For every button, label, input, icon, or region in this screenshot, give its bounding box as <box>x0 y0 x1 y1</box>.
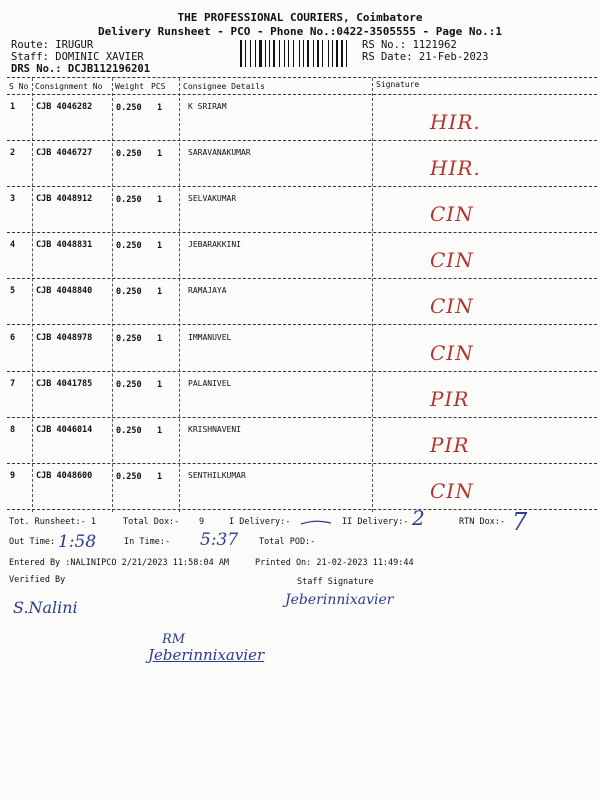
tot-runsheet: Tot. Runsheet:- 1 <box>9 517 96 527</box>
barcode-bar <box>281 40 283 67</box>
col-signature: Signature <box>376 80 420 89</box>
barcode-bar <box>250 40 251 67</box>
row-sno: 8 <box>10 424 16 435</box>
barcode-bar <box>252 40 254 67</box>
barcode-bar <box>286 40 287 67</box>
header-bottom-rule <box>7 94 597 95</box>
barcode-bar <box>295 40 298 67</box>
in-time-label: In Time:- <box>124 537 171 547</box>
row-divider <box>7 324 597 325</box>
row-weight: 0.250 <box>116 379 142 390</box>
total-pod-label: Total POD:- <box>259 537 316 547</box>
barcode-bar <box>271 40 272 67</box>
row-consignment-no: CJB 4046282 <box>36 102 93 112</box>
ii-delivery-label: II Delivery:- <box>342 517 409 527</box>
row-pcs: 1 <box>157 103 163 113</box>
barcode-bar <box>279 40 280 67</box>
rtn-dox-value: 7 <box>512 508 528 536</box>
col-consignment: Consignment No <box>35 82 103 91</box>
staff-signature: Jeberinnixavier <box>285 592 394 608</box>
row-signature: CIN <box>430 248 474 273</box>
row-consignee: JEBARAKKINI <box>188 240 241 250</box>
row-signature: CIN <box>430 202 474 227</box>
barcode-bar <box>276 40 279 67</box>
row-divider <box>7 463 597 464</box>
barcode-bar <box>307 40 310 67</box>
initials-signature: RM <box>162 632 186 647</box>
row-divider <box>7 140 597 141</box>
row-pcs: 1 <box>157 241 163 252</box>
row-sno: 1 <box>10 102 16 112</box>
verified-by-label: Verified By <box>9 575 66 585</box>
barcode-bar <box>320 40 321 67</box>
row-consignee: IMMANUVEL <box>188 332 232 342</box>
header-top-rule <box>7 77 597 78</box>
rtn-dox-label: RTN Dox:- <box>459 517 506 527</box>
barcode-bar <box>255 40 257 67</box>
barcode-bar <box>336 40 338 67</box>
row-divider <box>7 417 597 418</box>
barcode-bar <box>330 40 331 67</box>
row-sno: 3 <box>10 194 16 205</box>
barcode-bar <box>269 40 270 67</box>
row-pcs: 1 <box>157 195 163 206</box>
staff-signature-second: Jeberinnixavier <box>148 646 265 664</box>
company-title: THE PROFESSIONAL COURIERS, Coimbatore <box>177 11 423 24</box>
row-consignment-no: CJB 4046014 <box>36 424 93 435</box>
barcode-bar <box>328 40 329 67</box>
row-consignment-no: CJB 4048831 <box>36 240 93 251</box>
total-dox-label: Total Dox:- <box>123 517 180 527</box>
rs-number: RS No.: 1121962 <box>362 39 457 51</box>
barcode-bar <box>263 40 264 67</box>
barcode-bar <box>332 40 334 67</box>
i-delivery-dash-mark <box>300 516 332 528</box>
printed-on: Printed On: 21-02-2023 11:49:44 <box>255 558 414 568</box>
row-consignment-no: CJB 4048978 <box>36 332 93 343</box>
row-weight: 0.250 <box>116 149 142 160</box>
row-consignee: RAMAJAYA <box>188 286 227 296</box>
row-consignee: K SRIRAM <box>188 102 227 111</box>
barcode-bar <box>322 40 324 67</box>
ii-delivery-value: 2 <box>412 506 425 530</box>
row-weight: 0.250 <box>116 287 142 298</box>
entered-by: Entered By :NALINIPCO 2/21/2023 11:58:04 AM <box>9 558 230 568</box>
col-weight: Weight <box>115 82 144 91</box>
in-time-value: 5:37 <box>200 530 239 550</box>
row-signature: CIN <box>430 294 474 319</box>
col-divider-4 <box>372 78 373 512</box>
row-consignment-no: CJB 4046727 <box>36 148 93 159</box>
barcode-bar <box>259 40 262 67</box>
barcode-bar <box>348 40 350 67</box>
row-consignee: PALANIVEL <box>188 378 232 388</box>
row-pcs: 1 <box>157 333 163 344</box>
row-divider <box>7 371 597 372</box>
rs-date: RS Date: 21-Feb-2023 <box>362 51 489 63</box>
row-sno: 5 <box>10 286 16 297</box>
barcode-bar <box>245 40 246 67</box>
barcode-bar <box>305 40 306 67</box>
barcode-bar <box>315 40 316 67</box>
col-sno: S No <box>9 82 29 91</box>
row-consignment-no: CJB 4048912 <box>36 194 93 205</box>
barcode-bar <box>240 40 242 67</box>
barcode-bar <box>310 40 312 67</box>
row-sno: 7 <box>10 378 16 389</box>
row-consignee: SENTHILKUMAR <box>188 470 246 480</box>
col-pcs: PCS <box>151 82 166 91</box>
row-pcs: 1 <box>157 379 163 390</box>
row-divider <box>7 509 597 510</box>
row-sno: 9 <box>10 470 16 481</box>
drs-number: DRS No.: DCJB112196201 <box>11 63 151 75</box>
row-signature: CIN <box>430 478 474 503</box>
barcode-bar <box>334 40 335 67</box>
barcode-bar <box>339 40 340 67</box>
route-label: Route: IRUGUR <box>11 39 94 51</box>
barcode-bar <box>257 40 258 67</box>
staff-label: Staff: DOMINIC XAVIER <box>11 51 144 63</box>
barcode-bar <box>324 40 327 67</box>
row-signature: HIR. <box>430 156 481 181</box>
row-divider <box>7 232 597 233</box>
barcode-bar <box>284 40 285 67</box>
i-delivery-label: I Delivery:- <box>229 517 291 527</box>
row-weight: 0.250 <box>116 425 142 436</box>
barcode-bar <box>341 40 344 67</box>
barcode-bar <box>273 40 275 67</box>
barcode-bar <box>346 40 347 67</box>
runsheet-title: Delivery Runsheet - PCO - Phone No.:0422-3505555 - Page No.:1 <box>98 25 502 38</box>
barcode <box>240 40 350 67</box>
staff-signature-label: Staff Signature <box>297 577 374 587</box>
row-signature: CIN <box>430 340 474 365</box>
verifier-signature: S.Nalini <box>13 598 78 617</box>
col-consignee: Consignee Details <box>183 82 265 91</box>
row-consignee: KRISHNAVENI <box>188 424 241 434</box>
col-divider-1 <box>32 78 33 512</box>
row-signature: HIR. <box>430 110 481 134</box>
row-weight: 0.250 <box>116 241 142 252</box>
out-time-value: 1:58 <box>58 532 97 552</box>
barcode-bar <box>267 40 269 67</box>
barcode-bar <box>293 40 294 67</box>
barcode-bar <box>288 40 290 67</box>
barcode-bar <box>243 40 244 67</box>
row-divider <box>7 278 597 279</box>
row-sno: 2 <box>10 148 16 159</box>
total-dox-value: 9 <box>199 517 205 527</box>
row-weight: 0.250 <box>116 333 142 344</box>
barcode-bar <box>317 40 319 67</box>
barcode-bar <box>265 40 266 67</box>
row-consignment-no: CJB 4041785 <box>36 378 93 389</box>
row-weight: 0.250 <box>116 471 142 482</box>
row-consignment-no: CJB 4048600 <box>36 470 93 481</box>
barcode-bar <box>299 40 300 67</box>
row-divider <box>7 186 597 187</box>
row-sno: 6 <box>10 332 16 343</box>
barcode-bar <box>290 40 292 67</box>
row-consignee: SARAVANAKUMAR <box>188 148 251 158</box>
row-consignee: SELVAKUMAR <box>188 194 237 204</box>
row-signature: PIR <box>430 386 470 411</box>
col-divider-3 <box>179 78 180 512</box>
barcode-bar <box>300 40 302 67</box>
row-pcs: 1 <box>157 471 163 482</box>
barcode-bar <box>344 40 345 67</box>
col-divider-2 <box>112 78 113 512</box>
row-pcs: 1 <box>157 287 163 298</box>
row-signature: PIR <box>430 432 470 457</box>
barcode-bar <box>313 40 314 67</box>
barcode-bar <box>303 40 304 67</box>
row-consignment-no: CJB 4048840 <box>36 286 93 297</box>
row-sno: 4 <box>10 240 16 251</box>
row-weight: 0.250 <box>116 103 142 113</box>
out-time-label: Out Time: <box>9 537 56 547</box>
row-weight: 0.250 <box>116 195 142 206</box>
row-pcs: 1 <box>157 149 163 160</box>
barcode-bar <box>246 40 249 67</box>
row-pcs: 1 <box>157 425 163 436</box>
